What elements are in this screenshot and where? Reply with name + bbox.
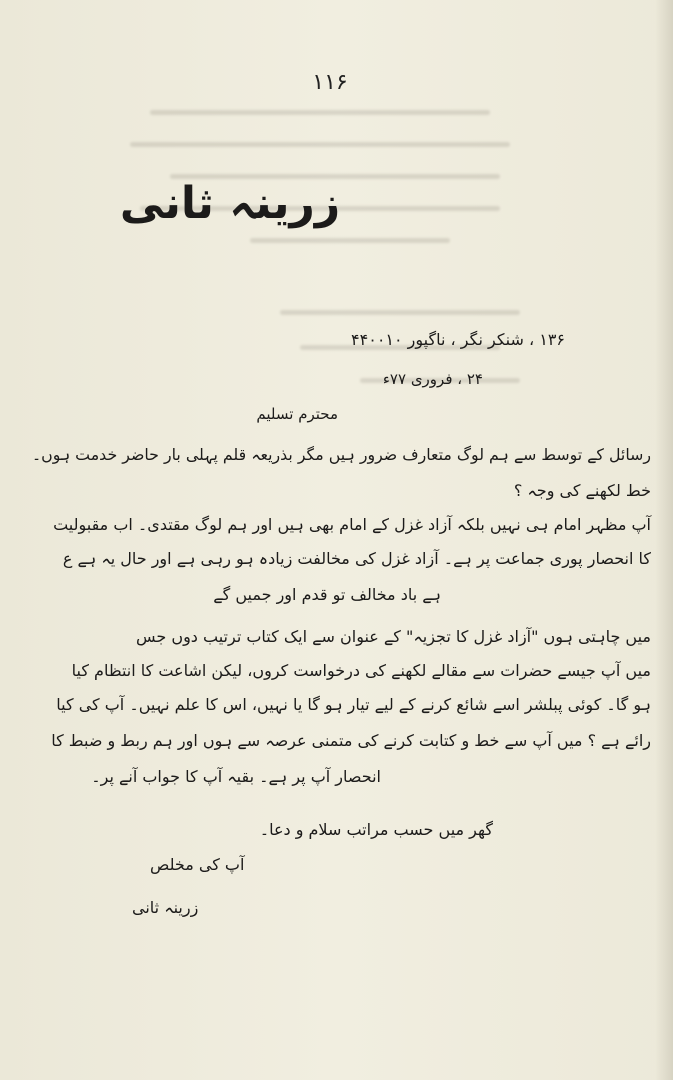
sign-off: آپ کی مخلص <box>150 855 245 874</box>
letter-title: زرینہ ثانی <box>119 178 341 229</box>
body-line: رسائل کے توسط سے ہم لوگ متعارف ضرور ہیں مگر بذریعہ قلم پہلی بار حاضر خدمت ہوں۔ <box>31 445 651 464</box>
body-line: میں آپ جیسے حضرات سے مقالے لکھنے کی درخواست کروں، لیکن اشاعت کا انتظام کیا <box>71 661 651 680</box>
closing-line: گھر میں حسب مراتب سلام و دعا۔ <box>259 820 493 839</box>
signature: زرینہ ثانی <box>132 898 199 917</box>
body-line: میں چاہتی ہوں "آزاد غزل کا تجزیہ" کے عنوان سے ایک کتاب ترتیب دوں جس <box>135 627 651 646</box>
letter-date: ۲۴ ، فروری ۷۷ء <box>382 370 483 388</box>
body-line: رائے ہے ؟ میں آپ سے خط و کتابت کرنے کی متمنی عرصہ سے ہوں اور ہم ربط و ضبط کا <box>51 731 651 750</box>
body-line: خط لکھنے کی وجہ ؟ <box>513 481 651 500</box>
body-line: آپ مظہر امام ہی نہیں بلکہ آزاد غزل کے امام بھی ہیں اور ہم لوگ مقتدی۔ اب مقبولیت <box>53 515 651 534</box>
page-edge-shadow <box>655 0 673 1080</box>
verse-line: ہے باد مخالف تو قدم اور جمیں گے <box>213 585 441 604</box>
salutation: محترم تسلیم <box>256 405 338 423</box>
body-line: ہو گا۔ کوئی پبلشر اسے شائع کرنے کے لیے تیار ہو گا یا نہیں، اس کا علم نہیں۔ آپ کی کیا <box>56 695 651 714</box>
show-through-text <box>110 100 580 400</box>
body-line: انحصار آپ پر ہے۔ بقیہ آپ کا جواب آنے پر۔ <box>91 767 381 786</box>
body-line: کا انحصار پوری جماعت پر ہے۔ آزاد غزل کی مخالفت زیادہ ہو رہی ہے اور حال یہ ہے ع <box>62 549 651 568</box>
page-number: ۱۱۶ <box>312 70 348 95</box>
letter-body <box>31 445 651 815</box>
sender-address: ۱۳۶ ، شنکر نگر ، ناگپور ۴۴۰۰۱۰ <box>351 330 565 349</box>
